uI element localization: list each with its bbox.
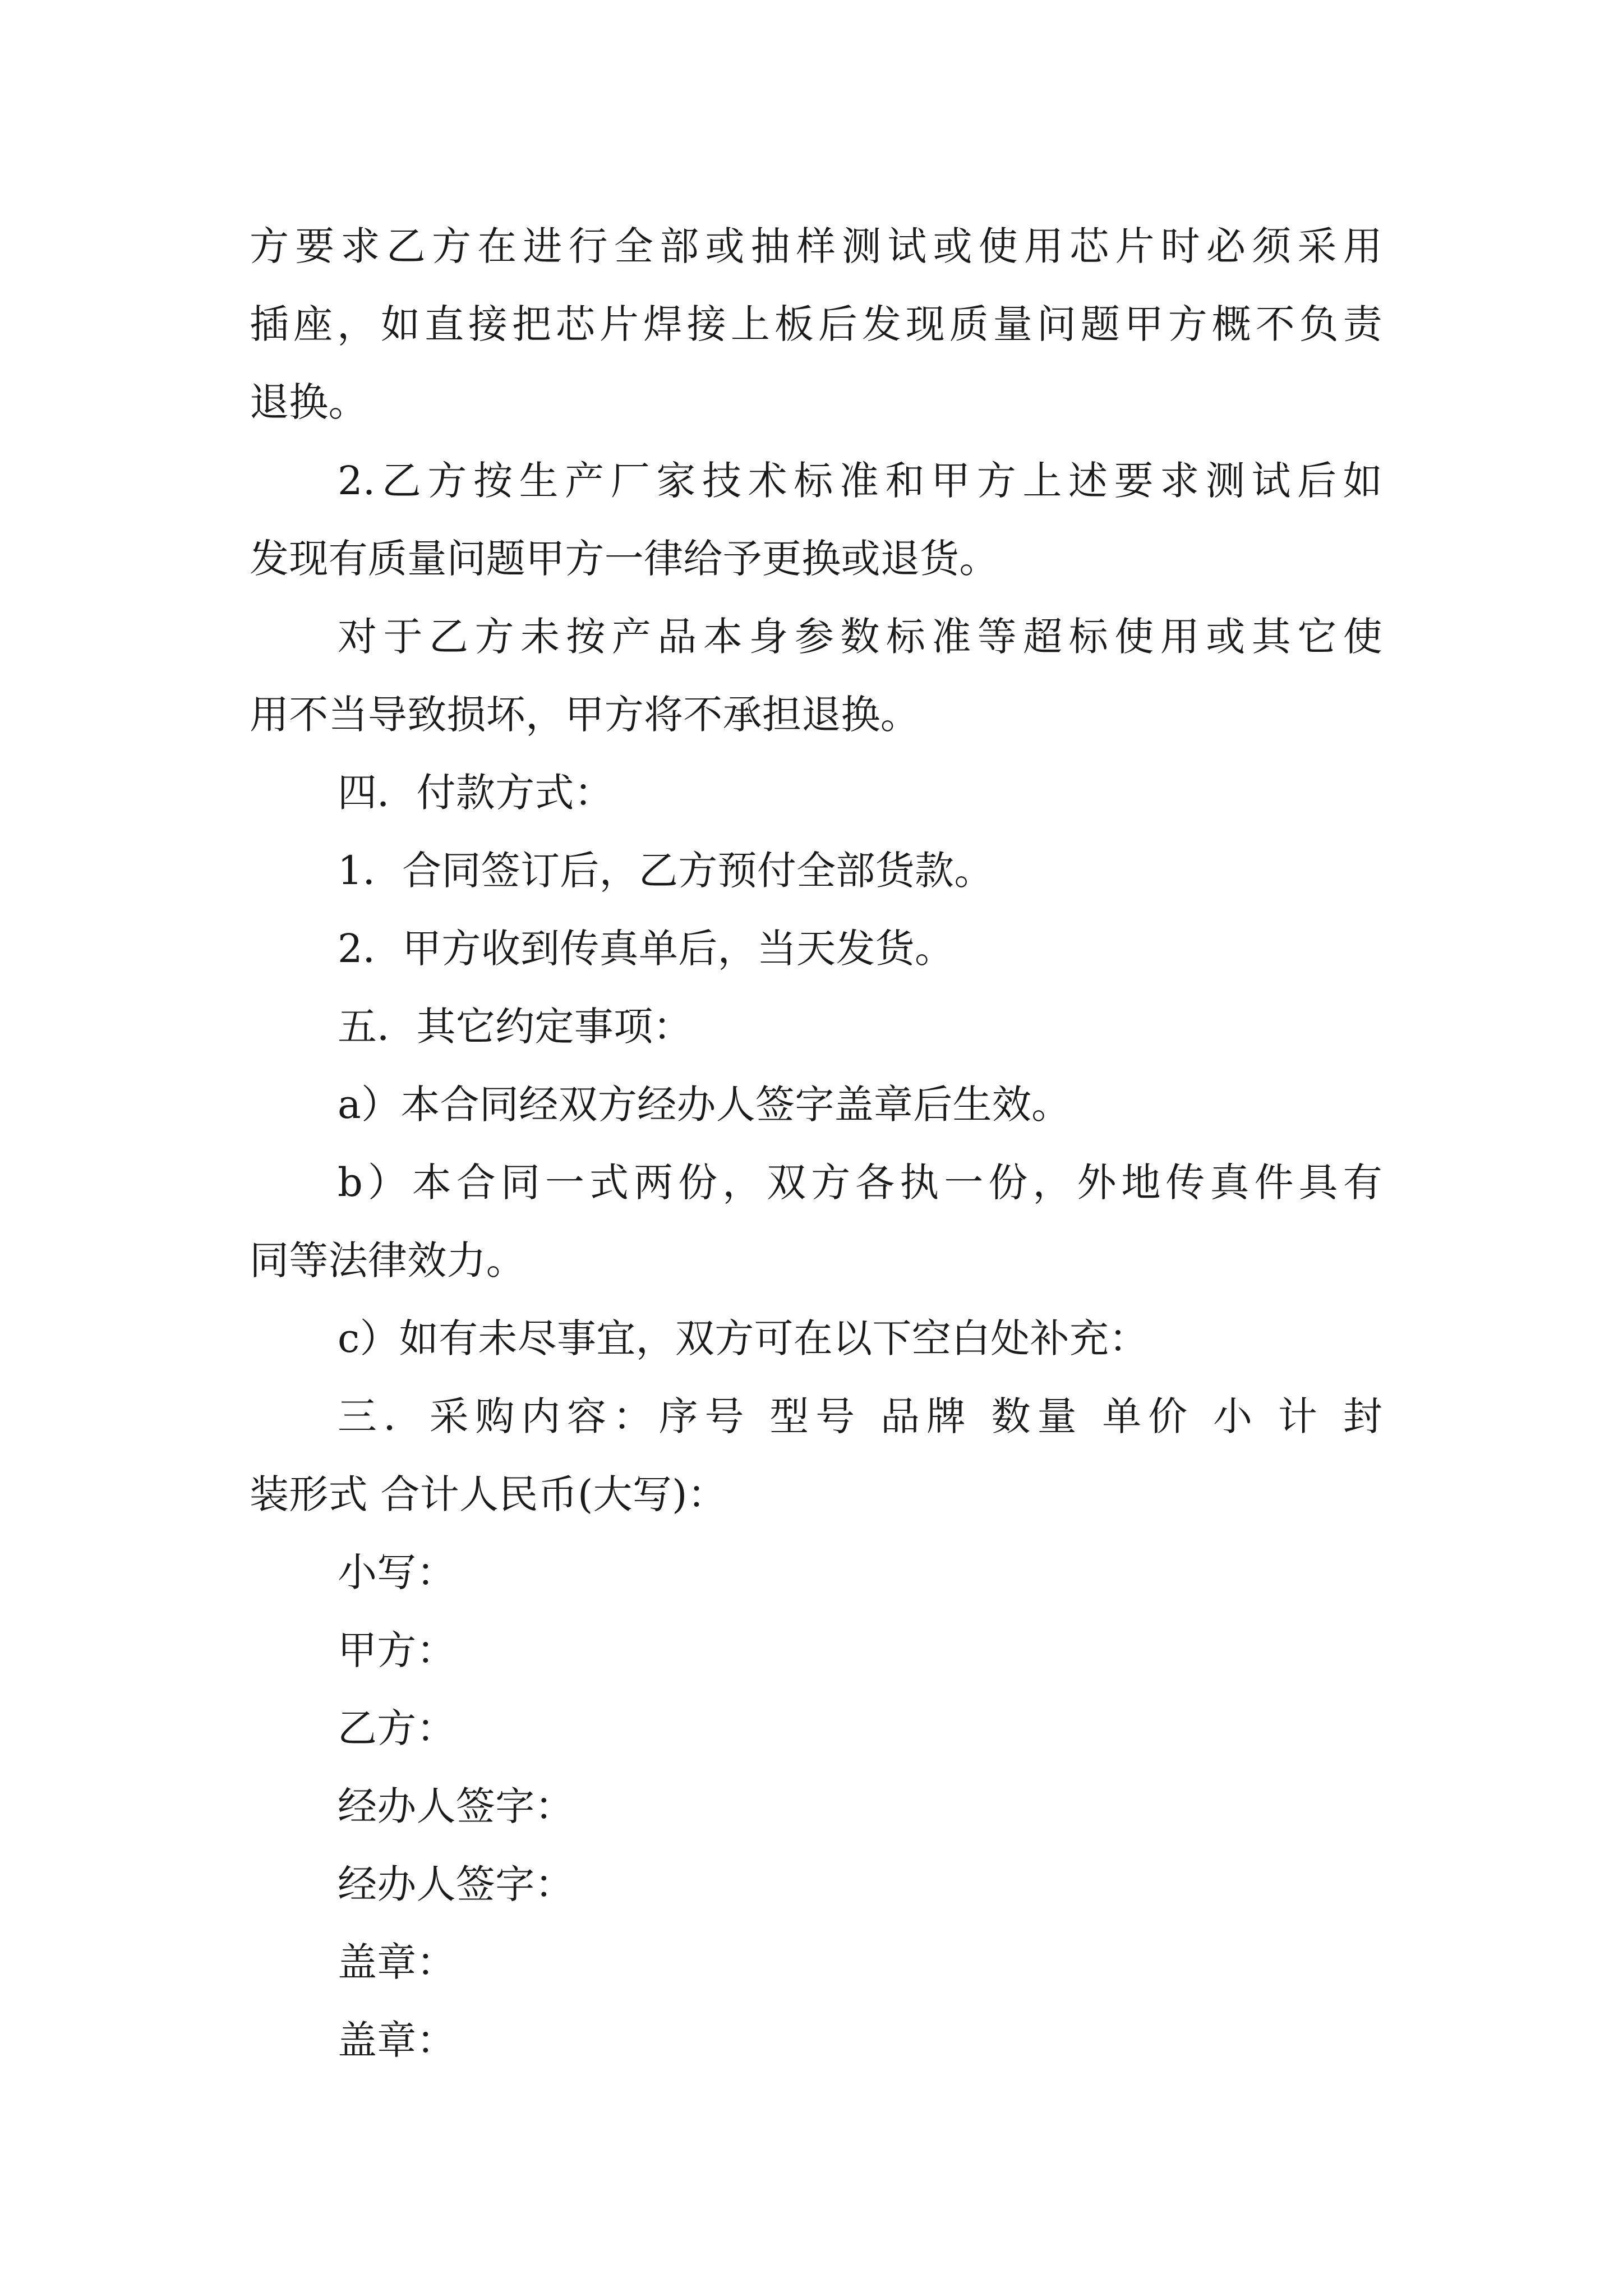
field-label-agent-signature-a (250, 1768, 1382, 1846)
field-label-amount-lowercase (250, 1534, 1382, 1612)
text-line: 用不当导致损坏，甲方将不承担退换。 (250, 692, 920, 738)
text-line: 退换。 (250, 379, 368, 425)
field-label-seal-b (250, 2001, 1382, 2079)
field-label-seal-a (250, 1924, 1382, 2001)
section-heading-other-terms (250, 988, 1382, 1066)
other-terms-item-a (250, 1066, 1382, 1144)
section-heading-purchase-content (250, 1378, 1382, 1534)
text-line: 2．甲方收到传真单后，当天发货。 (338, 926, 955, 972)
text-line: b）本合同一式两份，双方各执一份，外地传真件具有 (338, 1159, 1382, 1205)
text-line: a）本合同经双方经办人签字盖章后生效。 (338, 1082, 1071, 1128)
text-line: 1．合同签订后，乙方预付全部货款。 (338, 848, 994, 894)
text-line: 五．其它约定事项： (338, 1004, 693, 1050)
payment-item-2 (250, 910, 1382, 988)
contract-paragraph-quality-testing (250, 208, 1382, 441)
payment-item-1 (250, 832, 1382, 910)
other-terms-item-b (250, 1144, 1382, 1300)
field-label-party-b (250, 1690, 1382, 1768)
text-line: 甲方： (338, 1627, 456, 1673)
text-line: 盖章： (338, 2017, 456, 2063)
text-line: 四．付款方式： (338, 770, 614, 816)
contract-clause-2-replacement (250, 442, 1382, 598)
text-line: 经办人签字： (338, 1861, 574, 1907)
text-line: 2.乙方按生产厂家技术标准和甲方上述要求测试后如 (338, 458, 1382, 504)
contract-paragraph-misuse (250, 598, 1382, 754)
field-label-agent-signature-b (250, 1846, 1382, 1924)
text-line: 方要求乙方在进行全部或抽样测试或使用芯片时必须采用 (250, 223, 1382, 269)
text-line: 盖章： (338, 1939, 456, 1985)
text-line: 小写： (338, 1549, 456, 1595)
text-line: 乙方： (338, 1705, 456, 1751)
section-heading-payment (250, 754, 1382, 832)
field-label-party-a (250, 1612, 1382, 1690)
text-line: c）如有未尽事宜，双方可在以下空白处补充： (338, 1315, 1149, 1361)
text-line: 发现有质量问题甲方一律给予更换或退货。 (250, 536, 999, 582)
other-terms-item-c (250, 1300, 1382, 1378)
text-line: 经办人签字： (338, 1783, 574, 1829)
text-line: 插座，如直接把芯片焊接上板后发现质量问题甲方概不负责 (250, 301, 1382, 347)
text-line: 装形式 合计人民币(大写)： (250, 1471, 727, 1517)
text-line: 三．采购内容：序号 型号 品牌 数量 单价 小 计 封 (338, 1393, 1382, 1439)
text-line: 对于乙方未按产品本身参数标准等超标使用或其它使 (338, 614, 1382, 660)
text-line: 同等法律效力。 (250, 1237, 526, 1283)
